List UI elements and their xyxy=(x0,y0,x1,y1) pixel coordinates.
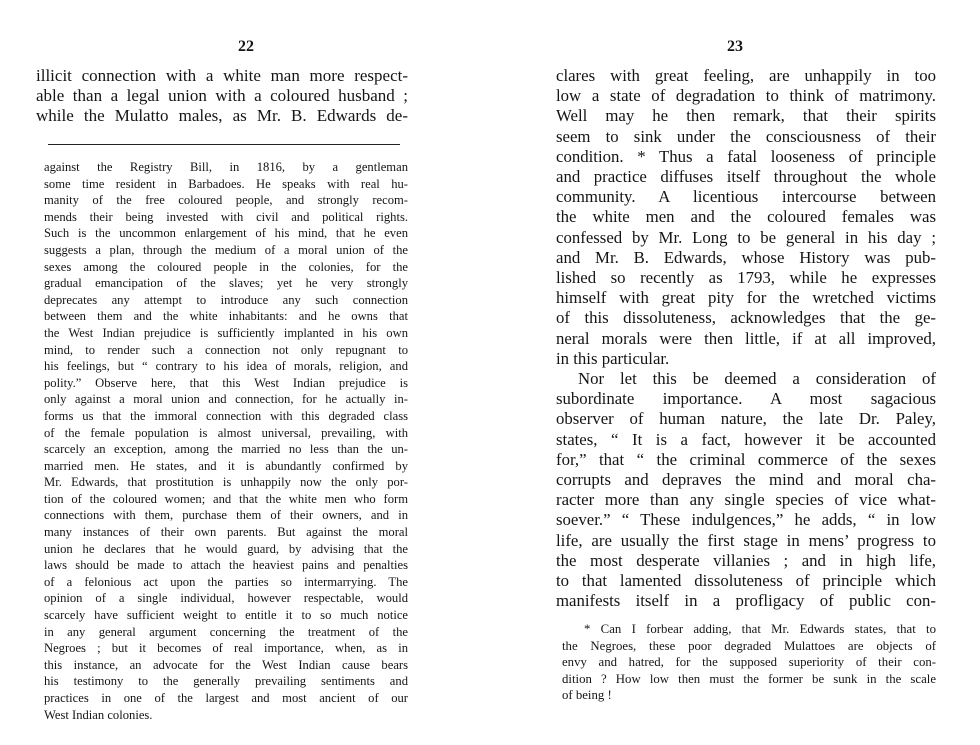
footnote-line: union he declares that he would guard, by advising that the xyxy=(44,541,408,556)
footnote-line: of the female population is almost universal, prevailing, with xyxy=(44,425,408,440)
text-line: low a state of degradation to think of matrimony. xyxy=(556,86,936,106)
text-line: subordinate importance. A most sagacious xyxy=(556,389,936,409)
text-line: observer of human nature, the late Dr. Paley, xyxy=(556,409,936,429)
footnote-line: between them and the white inhabitants: and he owns that xyxy=(44,309,408,324)
footnote-line: mind, to render such a connection not only repugnant to xyxy=(44,342,408,357)
footnote-line: laws should be made to attach the heaviest pains and penalties xyxy=(44,558,408,573)
footnote-line: deprecates any attempt to introduce any such connection xyxy=(44,292,408,307)
footnote-line: mends their being invested with civil and political rights. xyxy=(44,209,408,224)
text-line: able than a legal union with a coloured husband ; xyxy=(36,86,408,106)
text-line: seem to sink under the consciousness of their xyxy=(556,126,936,146)
footnote-line: the Negroes, these poor degraded Mulattoes are objects of xyxy=(562,638,936,653)
page-number: 23 xyxy=(727,38,743,55)
text-line: manifests itself in a profligacy of public con- xyxy=(556,591,936,611)
text-line: neral morals were then little, if at all improved, xyxy=(556,328,936,348)
footnote-line: his feelings, but “ contrary to his idea of morals, religion, and xyxy=(44,359,408,374)
footnote-line: gradual emancipation of the slaves; yet he very strongly xyxy=(44,276,408,291)
footnote-rule xyxy=(48,144,400,145)
footnote-line: this instance, an advocate for the West Indian cause bears xyxy=(44,657,408,672)
footnote-line: tion of the coloured women; and that the white men who form xyxy=(44,491,408,506)
text-line: confessed by Mr. Long to be general in his day ; xyxy=(556,227,936,247)
footnote-line: of a felonious act upon the parties so intermarrying. The xyxy=(44,574,408,589)
main-text xyxy=(556,66,936,611)
text-line: Well may he then remark, that their spirits xyxy=(556,106,936,126)
footnote-line: against the Registry Bill, in 1816, by a gentleman xyxy=(44,160,408,174)
text-line: the most desperate villanies ; and in high life, xyxy=(556,550,936,570)
text-line: himself with great pity for the wretched victims xyxy=(556,288,936,308)
footnote-line: envy and hatred, for the supposed superiority of their con- xyxy=(562,655,936,670)
text-line: in this particular. xyxy=(556,348,670,368)
footnote-line: * Can I forbear adding, that Mr. Edwards states, that to xyxy=(584,622,936,636)
text-line: racter more than any single species of vice what- xyxy=(556,490,936,510)
page-number: 22 xyxy=(238,38,254,55)
footnote-line: married men. He states, and it is abundantly confirmed by xyxy=(44,458,408,473)
text-line: for,” that “ the criminal commerce of the sexes xyxy=(556,449,936,469)
footnote-line: scarcely an exception, among the married no less than the un- xyxy=(44,442,408,457)
footnote-line: practices in one of the largest and most ancient of our xyxy=(44,691,408,705)
text-line: condition. * Thus a fatal looseness of principle xyxy=(556,146,936,166)
footnote-line: some time resident in Barbadoes. He speaks with real hu- xyxy=(44,176,408,191)
text-line: to that lamented dissoluteness of principle which xyxy=(556,571,936,591)
text-line: and Mr. B. Edwards, whose History was pub- xyxy=(556,247,936,267)
footnote-line: dition ? How low then must the former be sunk in the scale xyxy=(562,671,936,686)
text-line: life, are usually the first stage in mens’ progress to xyxy=(556,530,936,550)
text-line: and practice diffuses itself throughout the whole xyxy=(556,167,936,187)
footnote-line: only against a moral union and connection, for he actually in- xyxy=(44,392,408,407)
footnote-line: scarcely have sufficient weight to entitle it to so much notice xyxy=(44,608,408,623)
text-line: of this dissoluteness, acknowledges that the ge- xyxy=(556,308,936,328)
footnote-line: many instances of their own parents. But against the moral xyxy=(44,525,408,540)
text-line: the white men and the coloured females was xyxy=(556,207,936,227)
footnote-line: of being ! xyxy=(562,688,612,703)
footnote-line: polity.” Observe here, that this West Indian prejudice is xyxy=(44,375,408,390)
text-line: states, “ It is a fact, however it be accounted xyxy=(556,429,936,449)
text-line: clares with great feeling, are unhappily in too xyxy=(556,66,936,85)
footnote-line: in any general argument concerning the treatment of the xyxy=(44,624,408,639)
main-text xyxy=(36,66,408,127)
footnote xyxy=(562,621,936,704)
text-line: illicit connection with a white man more respect- xyxy=(36,66,408,85)
text-line: Nor let this be deemed a consideration of xyxy=(578,369,936,389)
footnote-line: Mr. Edwards, that prostitution is unhappily now the only por- xyxy=(44,475,408,490)
footnote-line: the West Indian prejudice is sufficiently implanted in his own xyxy=(44,325,408,340)
text-line: community. A licentious intercourse between xyxy=(556,187,936,207)
footnote-line: Negroes ; but it becomes of real importance, when, as in xyxy=(44,641,408,656)
text-line: soever.” “ These indulgences,” he adds, “ in low xyxy=(556,510,936,530)
footnote-line: suggests a plan, through the medium of a moral union of the xyxy=(44,242,408,257)
footnote-line: sexes among the coloured people in the colonies, for the xyxy=(44,259,408,274)
footnote-line: his testimony to the generally prevailing sentiments and xyxy=(44,674,408,689)
footnote-line: West Indian colonies. xyxy=(44,707,153,722)
footnote-line: connections with them, purchase them of their owners, and in xyxy=(44,508,408,523)
text-line: while the Mulatto males, as Mr. B. Edwards de- xyxy=(36,106,408,126)
footnote-line: Such is the uncommon enlargement of his mind, that he even xyxy=(44,226,408,241)
footnote xyxy=(44,159,408,723)
footnote-line: manity of the free coloured people, and strongly recom- xyxy=(44,193,408,208)
text-line: lished so recently as 1793, while he expresses xyxy=(556,268,936,288)
text-line: corrupts and depraves the mind and moral cha- xyxy=(556,470,936,490)
footnote-line: forms us that the immoral connection with this degraded class xyxy=(44,408,408,423)
footnote-line: opinion of a single individual, however respectable, would xyxy=(44,591,408,606)
